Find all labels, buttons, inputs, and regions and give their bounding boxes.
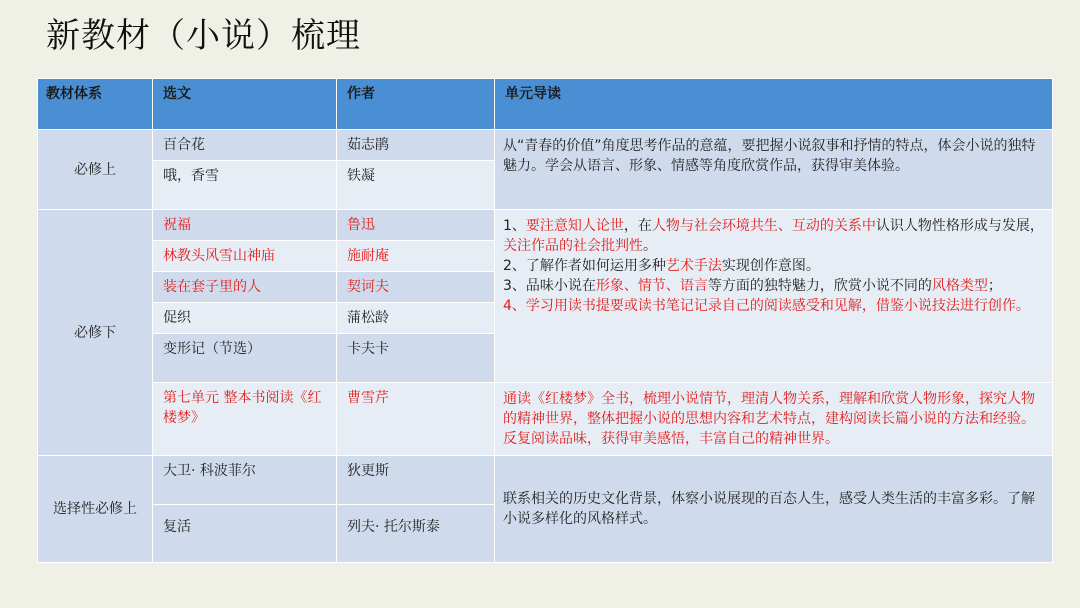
author-cell: 蒲松龄: [337, 303, 495, 334]
author-cell: 鲁迅: [337, 210, 495, 241]
author-cell: 契诃夫: [337, 272, 495, 303]
author-cell: 狄更斯: [337, 456, 495, 505]
system-cell-required-1: 必修上: [38, 130, 153, 210]
table-row: [38, 456, 1053, 505]
table-row: [38, 210, 1053, 241]
guide-cell: 通读《红楼梦》全书，梳理小说情节，理清人物关系，理解和欣赏人物形象，探究人物的精神世界，整体把握小说的思想内容和艺术特点，建构阅读长篇小说的方法和经验。反复阅读品味，获得审美感悟，丰富自己的精神世界。: [495, 383, 1053, 456]
author-cell: 施耐庵: [337, 241, 495, 272]
selection-cell: 林教头风雪山神庙: [153, 241, 337, 272]
guide-cell: 1、要注意知人论世，在人物与社会环境共生、互动的关系中认识人物性格形成与发展，关注作品的社会批判性。 2、了解作者如何运用多种艺术手法实现创作意图。 3、品味小说在形象、情节、语言等方面的独特魅力，欣赏小说不同的风格类型； 4、学习用读书提要或读书笔记记录自己的阅读感受和见解，借鉴小说技法进行创作。: [495, 210, 1053, 383]
author-cell: 铁凝: [337, 161, 495, 210]
author-cell: 曹雪芹: [337, 383, 495, 456]
selection-cell: 哦，香雪: [153, 161, 337, 210]
selection-cell: 促织: [153, 303, 337, 334]
page-title: 新教材（小说）梳理: [46, 16, 361, 56]
system-cell-required-2: 必修下: [38, 210, 153, 456]
header-selection: 选文: [153, 79, 337, 130]
table-header-row: [38, 79, 1053, 130]
header-guide: 单元导读: [495, 79, 1053, 130]
selection-cell: 大卫· 科波菲尔: [153, 456, 337, 505]
guide-cell: 从“青春的价值”角度思考作品的意蕴，要把握小说叙事和抒情的特点，体会小说的独特魅力。学会从语言、形象、情感等角度欣赏作品，获得审美体验。: [495, 130, 1053, 210]
table-row: [38, 383, 1053, 456]
selection-cell: 第七单元 整本书阅读《红楼梦》: [153, 383, 337, 456]
selection-cell: 变形记（节选）: [153, 334, 337, 383]
table-row: [38, 130, 1053, 161]
system-cell-elective-1: 选择性必修上: [38, 456, 153, 563]
header-author: 作者: [337, 79, 495, 130]
header-system: 教材体系: [38, 79, 153, 130]
selection-cell: 祝福: [153, 210, 337, 241]
author-cell: 列夫· 托尔斯泰: [337, 505, 495, 563]
curriculum-table: [37, 78, 1053, 563]
author-cell: 茹志鹃: [337, 130, 495, 161]
selection-cell: 百合花: [153, 130, 337, 161]
selection-cell: 复活: [153, 505, 337, 563]
guide-cell: 联系相关的历史文化背景，体察小说展现的百态人生，感受人类生活的丰富多彩。了解小说多样化的风格样式。: [495, 456, 1053, 563]
author-cell: 卡夫卡: [337, 334, 495, 383]
selection-cell: 装在套子里的人: [153, 272, 337, 303]
